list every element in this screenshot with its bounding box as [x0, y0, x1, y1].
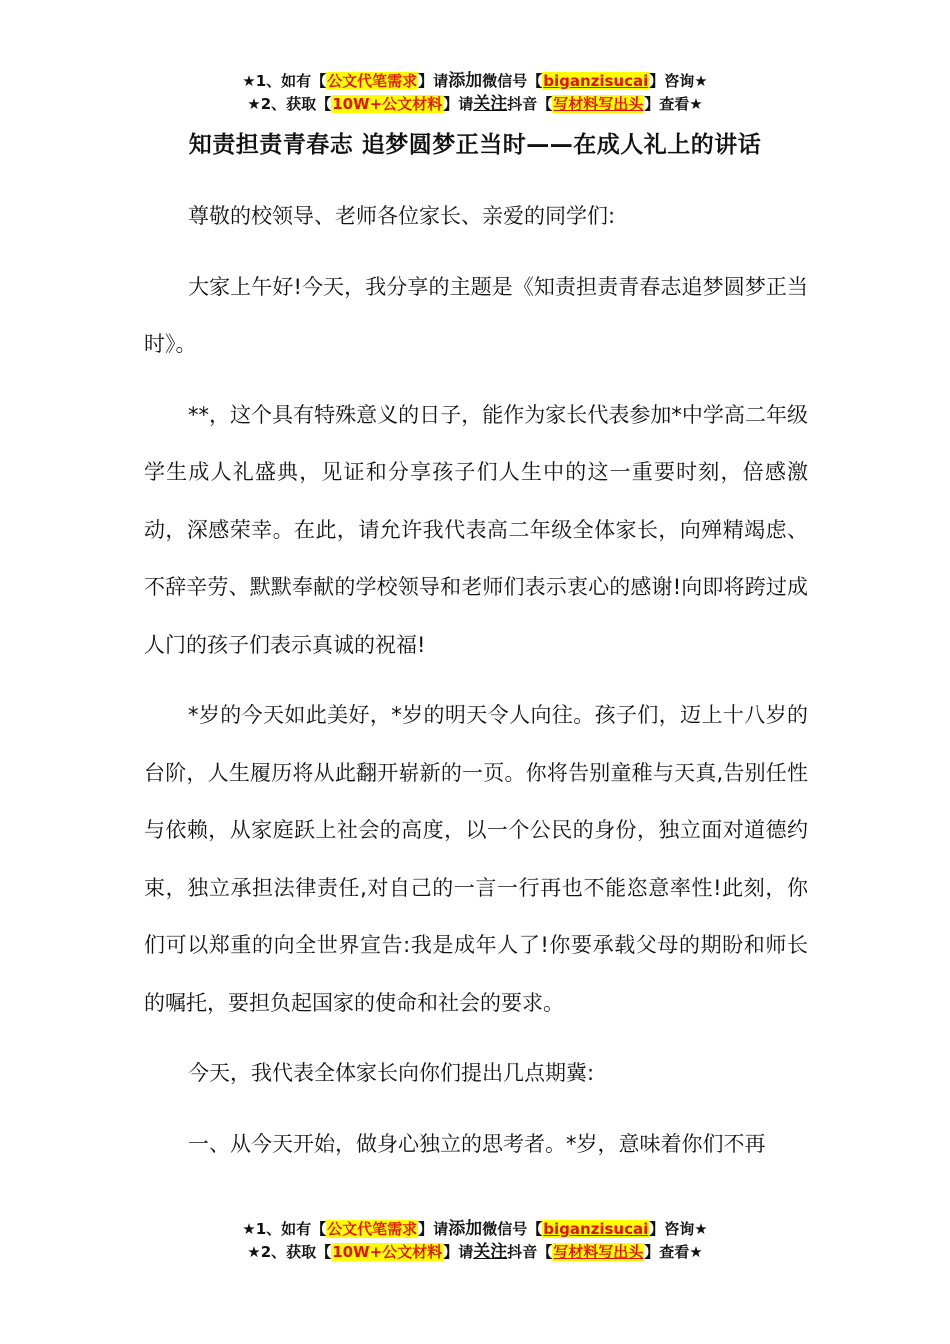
- paragraph-greeting: 大家上午好!今天，我分享的主题是《知责担责青春志追梦圆梦正当时》。: [144, 274, 808, 356]
- banner-text: 】请: [443, 95, 474, 113]
- banner-emphasis-add: 添加: [448, 71, 483, 91]
- banner-text: 】查看★: [644, 1243, 703, 1261]
- banner-text: ★1、如有【: [242, 1220, 327, 1238]
- banner-text: 微信号【: [482, 1220, 543, 1238]
- bottom-banner: [0, 1218, 950, 1264]
- top-banner: [0, 70, 950, 116]
- highlight-materials: 10W+公文材料: [332, 1243, 443, 1261]
- highlight-materials: 10W+公文材料: [332, 95, 443, 113]
- banner-line-1: [0, 1218, 950, 1241]
- paragraph-point-one: 一、从今天开始，做身心独立的思考者。*岁，意味着你们不再: [188, 1131, 766, 1156]
- paragraph-thanks: **，这个具有特殊意义的日子，能作为家长代表参加*中学高二年级学生成人礼盛典，见证和分享孩子们人生中的这一重要时刻，倍感激动，深感荣幸。在此，请允许我代表高二年级全体家长，向殚精竭虑、不辞辛劳、默默奉献的学校领导和老师们表示衷心的感谢!向即将跨过成人门的孩子们表示真诚的祝福!: [144, 402, 808, 657]
- douyin-account: 写材料写出头: [553, 1243, 644, 1261]
- banner-text: 】查看★: [644, 95, 703, 113]
- banner-emphasis-follow: 关注: [473, 94, 508, 114]
- banner-text: 】请: [443, 1243, 474, 1261]
- banner-text: 】咨询★: [649, 72, 708, 90]
- banner-text: 抖音【: [507, 1243, 553, 1261]
- banner-text: ★1、如有【: [242, 72, 327, 90]
- highlight-writing-service: 公文代笔需求: [327, 72, 418, 90]
- banner-emphasis-add: 添加: [448, 1219, 483, 1239]
- paragraph-expectations-intro: 今天，我代表全体家长向你们提出几点期冀:: [188, 1061, 595, 1085]
- banner-text: 】请: [418, 72, 449, 90]
- banner-line-1: [0, 70, 950, 93]
- wechat-id: biganzisucai: [543, 72, 649, 90]
- document-body: [144, 188, 808, 1186]
- banner-text: 微信号【: [482, 72, 543, 90]
- document-title: 知责担责青春志 追梦圆梦正当时——在成人礼上的讲话: [188, 132, 762, 158]
- banner-text: ★2、获取【: [247, 1243, 332, 1261]
- banner-emphasis-follow: 关注: [473, 1242, 508, 1262]
- banner-text: 】请: [418, 1220, 449, 1238]
- paragraph-coming-of-age: *岁的今天如此美好，*岁的明天令人向往。孩子们，迈上十八岁的台阶，人生履历将从此翻开崭新的一页。你将告别童稚与天真,告别任性与依赖，从家庭跃上社会的高度，以一个公民的身份，独立面对道德约束，独立承担法律责任,对自己的一言一行再也不能恣意率性!此刻，你们可以郑重的向全世界宣告:我是成年人了!你要承载父母的期盼和师长的嘱托，要担负起国家的使命和社会的要求。: [144, 703, 808, 1015]
- wechat-id: biganzisucai: [543, 1220, 649, 1238]
- highlight-writing-service: 公文代笔需求: [327, 1220, 418, 1238]
- banner-line-2: [0, 93, 950, 116]
- banner-text: ★2、获取【: [247, 95, 332, 113]
- banner-text: 】咨询★: [649, 1220, 708, 1238]
- paragraph-salutation: 尊敬的校领导、老师各位家长、亲爱的同学们:: [188, 204, 616, 228]
- douyin-account: 写材料写出头: [553, 95, 644, 113]
- banner-text: 抖音【: [507, 95, 553, 113]
- banner-line-2: [0, 1241, 950, 1264]
